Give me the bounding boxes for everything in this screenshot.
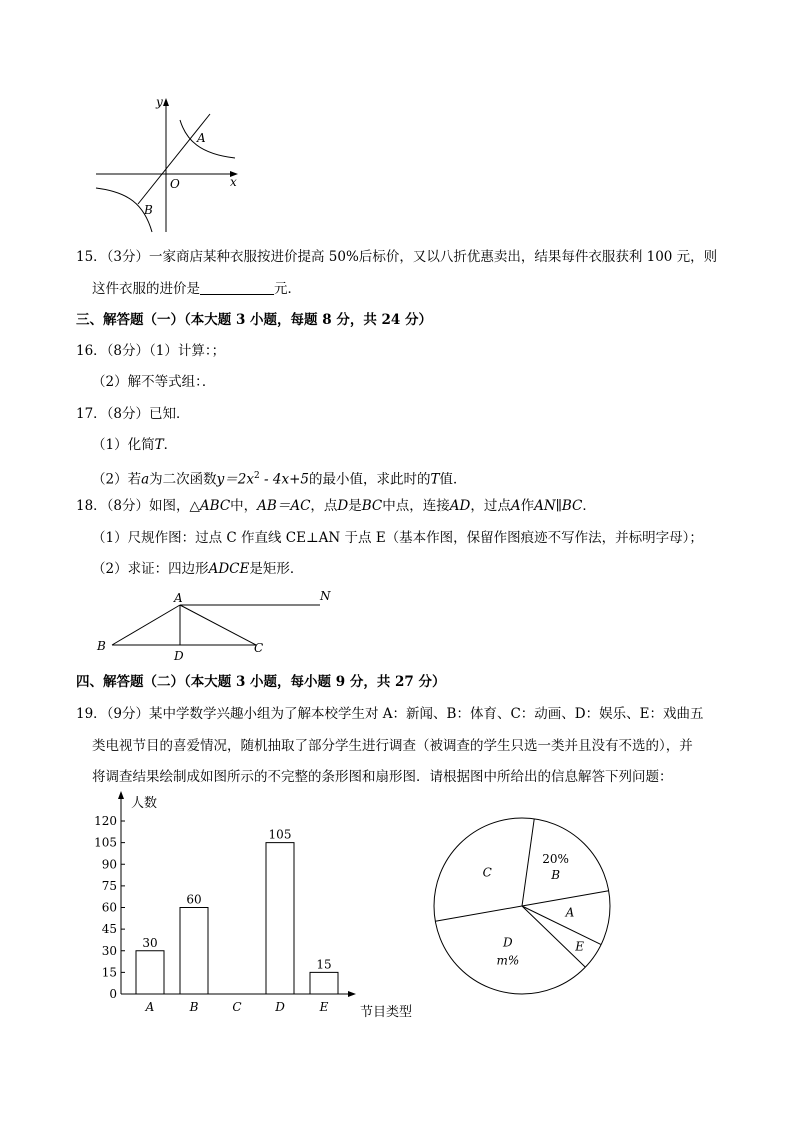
q17-line2 (92, 436, 177, 454)
pie-slice-label: B (551, 868, 561, 883)
bar-y-tick-label: 60 (101, 900, 117, 915)
pie-slice-value: m% (496, 953, 520, 968)
q18-line3 (92, 560, 303, 578)
q17-func: y＝2x (216, 471, 254, 488)
q18-mid5: ，过点 (470, 498, 511, 514)
bar-data-label: 15 (316, 957, 332, 972)
label-d: D (174, 649, 184, 663)
q17-line1: 17．（8分）已知． (76, 406, 190, 422)
q18-line3-suffix: 是矩形． (249, 561, 304, 577)
point-b-label: B (144, 203, 153, 217)
q17-line2-suffix: ． (163, 437, 178, 453)
q18-prefix: 18．（8分）如图，△ (76, 498, 200, 514)
y-axis-arrow-icon (163, 98, 169, 106)
q17-line3-prefix: （2）若 (92, 471, 142, 488)
bar (136, 951, 164, 994)
point-a-label: A (197, 131, 206, 145)
bar-category-label: D (275, 1000, 285, 1014)
q17-var-t: T (154, 437, 164, 453)
q18-mid4: 中点，连接 (382, 498, 450, 514)
q18-bc: BC (361, 498, 383, 514)
label-b: B (97, 639, 106, 653)
bar-y-arrow-icon (118, 791, 124, 799)
q18-mid2: ，点 (310, 498, 338, 514)
coordinate-figure (88, 92, 248, 237)
q15-answer-blank[interactable] (200, 280, 274, 295)
q18-mid6: 作 (520, 498, 535, 514)
bar-data-label: 105 (268, 827, 292, 842)
q15-line2 (92, 280, 301, 298)
q17-line3-mid2: 的最小值，求此时的 (308, 471, 431, 488)
bar-category-label: A (145, 1000, 155, 1014)
pie-chart (420, 805, 630, 1005)
q18-line2: （1）尺规作图：过点 C 作直线 CE⊥AN 于点 E（基本作图，保留作图痕迹不写作法，并标明字母）； (92, 530, 703, 546)
q16-line2: （2）解不等式组：． (92, 374, 216, 390)
bar-chart (80, 790, 430, 1030)
bar-data-label: 30 (142, 935, 158, 950)
bar (310, 972, 338, 994)
q18-end: ． (582, 498, 596, 514)
label-c: C (254, 641, 264, 655)
q16-line1: 16．（8分）（1）计算：； (76, 343, 226, 359)
q15-line1: 15．（3分）一家商店某种衣服按进价提高 50%后标价，又以八折优惠卖出，结果每件衣服获利 100 元，则 (76, 249, 718, 265)
q17-line2-prefix: （1）化简 (92, 437, 155, 453)
q19-line1: 19．（9分）某中学数学兴趣小组为了解本校学生对 A：新闻、B：体育、C：动画、D：娱乐、E：戏曲五 (76, 706, 704, 722)
bar-category-label: C (232, 1000, 242, 1014)
bar-y-tick-label: 0 (109, 987, 117, 1001)
bar-ylabel: 人数 (131, 796, 158, 811)
q18-a: A (510, 498, 521, 514)
q18-adce: ADCE (208, 561, 250, 577)
bar-y-tick-label: 45 (101, 922, 117, 937)
pie-slice-label: D (503, 935, 513, 950)
bar (266, 843, 294, 994)
pie-slice-label: E (575, 939, 585, 954)
x-axis-label: x (230, 175, 237, 189)
q18-anbc: AN∥BC (534, 498, 583, 514)
q18-abac: AB＝AC (257, 498, 311, 514)
q18-mid1: 中， (230, 498, 258, 514)
q17-var-a: a (141, 471, 150, 488)
q18-mid3: 是 (348, 498, 362, 514)
q19-line2: 类电视节目的喜爱情况，随机抽取了部分学生进行调查（被调查的学生只选一类并且没有不选的），并 (92, 738, 693, 754)
y-axis-label: y (156, 95, 163, 109)
q15-text-after: 元． (274, 281, 301, 297)
q17-var-t2: T (430, 471, 440, 488)
hyperbola-branch-upper (180, 120, 235, 158)
triangle-figure (92, 588, 342, 666)
bar-category-label: E (319, 1000, 329, 1014)
pie-slice-label: C (482, 865, 492, 880)
bar-xlabel: 节目类型 (360, 1005, 413, 1020)
section4-heading: 四、解答题（二）（本大题 3 小题，每小题 9 分，共 27 分） (76, 674, 446, 690)
label-n: N (320, 589, 331, 603)
bar-y-tick-label: 105 (94, 835, 117, 850)
bar-y-tick-label: 90 (101, 857, 117, 872)
side-ab (112, 605, 180, 645)
side-ac (180, 605, 256, 645)
q18-abc: ABC (199, 498, 231, 514)
bar-y-tick-label: 120 (94, 814, 117, 828)
bar-category-label: B (189, 1000, 199, 1014)
q17-line3-end: 值． (439, 471, 467, 488)
bar-x-arrow-icon (348, 991, 356, 997)
q18-ad: AD (449, 498, 471, 514)
bar-data-label: 60 (186, 892, 202, 907)
bar-y-tick-label: 30 (101, 943, 117, 958)
q17-line3 (92, 467, 467, 489)
label-a: A (174, 591, 183, 605)
bar-y-tick-label: 15 (101, 965, 117, 980)
q18-line1 (76, 497, 596, 515)
q18-d: D (337, 498, 349, 514)
section3-heading: 三、解答题（一）（本大题 3 小题，每题 8 分，共 24 分） (76, 312, 433, 328)
bar (180, 908, 208, 995)
pie-slice-value: 20% (542, 852, 569, 867)
q18-line3-prefix: （2）求证：四边形 (92, 561, 209, 577)
q19-line3: 将调查结果绘制成如图所示的不完整的条形图和扇形图．请根据图中所给出的信息解答下列问题： (92, 769, 673, 785)
q17-func-rest: - 4x+5 (259, 471, 309, 488)
origin-label: O (170, 177, 180, 191)
bar-y-tick-label: 75 (101, 878, 117, 893)
q17-func-sup: 2 (254, 471, 260, 481)
pie-slice-label: A (565, 905, 575, 920)
q17-line3-mid1: 为二次函数 (149, 471, 217, 488)
q15-text-before: 这件衣服的进价是 (92, 281, 200, 297)
